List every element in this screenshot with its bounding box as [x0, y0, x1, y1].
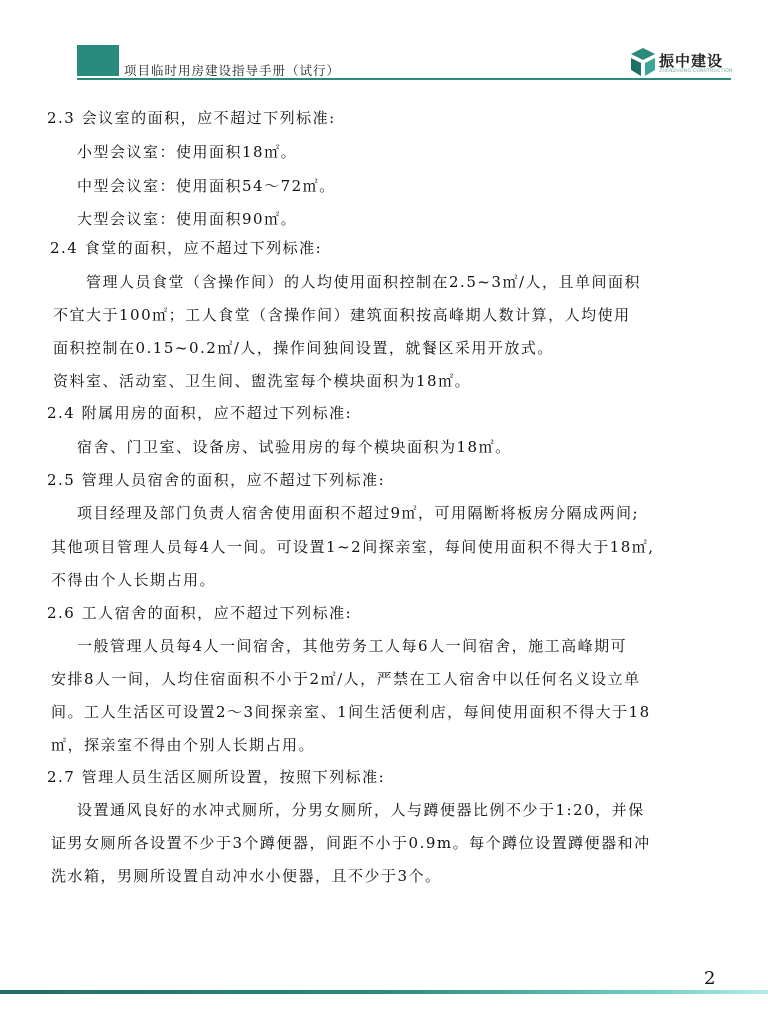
page-number: 2: [704, 968, 716, 989]
body-line: 不宜大于100㎡；工人食堂（含操作间）建筑面积按高峰期人数计算，人均使用: [53, 306, 631, 324]
body-line: 大型会议室：使用面积90㎡。: [77, 210, 298, 228]
company-logo-text: 振中建设: [659, 52, 724, 70]
section-heading-2-6: 2.6 工人宿舍的面积，应不超过下列标准:: [47, 604, 353, 622]
body-line: 项目经理及部门负责人宿舍使用面积不超过9㎡，可用隔断将板房分隔成两间;: [77, 504, 640, 522]
body-line: 安排8人一间，人均住宿面积不小于2㎡/人，严禁在工人宿舍中以任何名义设立单: [51, 670, 641, 688]
body-line: 证男女厕所各设置不少于3个蹲便器，间距不小于0.9m。每个蹲位设置蹲便器和冲: [51, 834, 651, 852]
header-rule: [77, 78, 731, 80]
section-heading-2-5: 2.5 管理人员宿舍的面积，应不超过下列标准:: [47, 471, 386, 489]
body-line: 设置通风良好的水冲式厕所，分男女厕所，人与蹲便器比例不少于1:20，并保: [77, 801, 645, 819]
body-line: ㎡，探亲室不得由个别人长期占用。: [51, 736, 316, 754]
section-heading-2-3: 2.3 会议室的面积，应不超过下列标准:: [47, 109, 336, 127]
body-line: 宿舍、门卫室、设备房、试验用房的每个模块面积为18㎡。: [77, 438, 512, 456]
section-heading-2-4: 2.4 食堂的面积，应不超过下列标准:: [50, 239, 323, 257]
body-line: 面积控制在0.15~0.2㎡/人，操作间独间设置，就餐区采用开放式。: [53, 339, 554, 357]
body-line: 其他项目管理人员每4人一间。可设置1~2间探亲室，每间使用面积不得大于18㎡,: [51, 538, 655, 556]
section-heading-2-7: 2.7 管理人员生活区厕所设置，按照下列标准:: [47, 768, 386, 786]
body-line: 中型会议室：使用面积54～72㎡。: [77, 177, 336, 195]
body-line: 不得由个人长期占用。: [51, 571, 217, 589]
body-line: 管理人员食堂（含操作间）的人均使用面积控制在2.5~3㎡/人，且单间面积: [86, 273, 642, 291]
body-line: 洗水箱，男厕所设置自动冲水小便器，且不少于3个。: [51, 867, 442, 885]
section-heading-2-4b: 2.4 附属用房的面积，应不超过下列标准:: [47, 404, 353, 422]
body-line: 小型会议室：使用面积18㎡。: [77, 143, 298, 161]
footer-bar: [0, 990, 768, 994]
company-logo-subtext: ZHENZHONG CONSTRUCTION: [659, 69, 733, 74]
body-line: 资料室、活动室、卫生间、盥洗室每个模块面积为18㎡。: [53, 372, 472, 390]
body-line: 间。工人生活区可设置2～3间探亲室、1间生活便利店，每间使用面积不得大于18: [51, 703, 651, 721]
header-color-block: [77, 45, 119, 76]
document-title: 项目临时用房建设指导手册（试行）: [124, 63, 341, 78]
body-line: 一般管理人员每4人一间宿舍，其他劳务工人每6人一间宿舍，施工高峰期可: [77, 637, 628, 655]
